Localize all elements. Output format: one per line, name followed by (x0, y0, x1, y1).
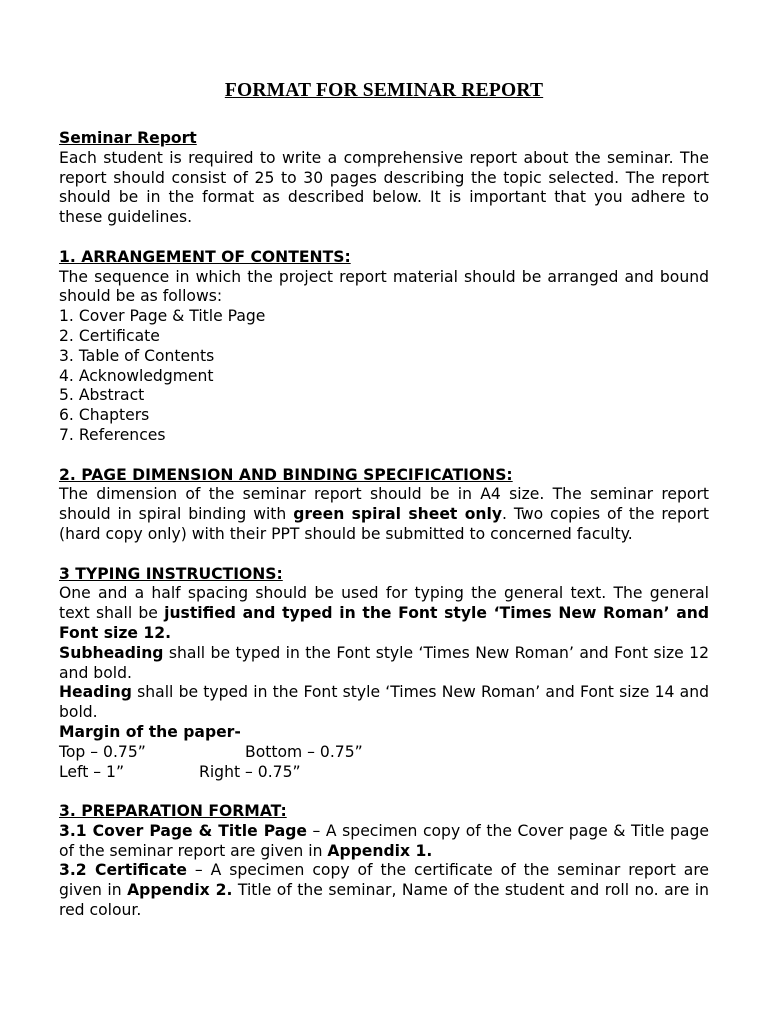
margin-right: Right – 0.75” (199, 762, 301, 781)
seminar-report-body: Each student is required to write a comprehensive report about the seminar. The report should consist of 25 to 30 pages describing the topic selected. The report should be in the format as described below. It is important that you adhere to these guidelines. (59, 148, 709, 227)
section-typing-instructions (59, 565, 709, 783)
typing-heading: 3 TYPING INSTRUCTIONS: (59, 564, 283, 583)
preparation-certificate (59, 861, 709, 920)
typing-subheading-rule (59, 644, 709, 684)
list-item: 5. Abstract (59, 386, 145, 405)
margin-row-left-right (59, 763, 709, 783)
certificate-text-2: Title of the seminar, Name of the student and roll no. are in red colour. (59, 881, 709, 920)
dimension-text-1: The dimension of the seminar report should be in A4 size. The seminar report should in spiral binding with (59, 485, 709, 524)
typing-emphasis: justified and typed in the Font style ‘Times New Roman’ and Font size 12. (59, 604, 709, 642)
heading-label: Heading (59, 683, 132, 702)
dimension-emphasis: green spiral sheet only (293, 505, 503, 524)
certificate-text-1: – A specimen copy of the certificate of the seminar report are given in (59, 861, 709, 900)
dimension-body (59, 485, 709, 544)
margin-label-text: Margin of the paper- (59, 722, 241, 741)
heading-rule-text: shall be typed in the Font style ‘Times New Roman’ and Font size 14 and bold. (59, 683, 709, 722)
typing-heading-rule (59, 683, 709, 723)
subheading-label: Subheading (59, 643, 164, 662)
section-seminar-report (59, 129, 709, 228)
appendix-2-ref: Appendix 2. (127, 881, 233, 900)
dimension-text-2: . Two copies of the report (hard copy only) with their PPT should be submitted to concerned faculty. (59, 505, 709, 543)
cover-page-text: – A specimen copy of the Cover page & Title page of the seminar report are given in (59, 821, 709, 860)
cover-page-label: 3.1 Cover Page & Title Page (59, 821, 307, 840)
arrangement-heading: 1. ARRANGEMENT OF CONTENTS: (59, 247, 351, 266)
typing-general-text (59, 584, 709, 643)
margin-label (59, 723, 709, 743)
section-preparation-format (59, 802, 709, 921)
margin-row-top-bottom (59, 743, 709, 763)
appendix-1-ref: Appendix 1. (327, 841, 433, 860)
document-title: FORMAT FOR SEMINAR REPORT (224, 80, 544, 101)
contents-list (59, 307, 709, 446)
list-item: 1. Cover Page & Title Page (59, 307, 266, 326)
section-arrangement (59, 248, 709, 446)
margin-top: Top – 0.75” (59, 742, 146, 761)
dimension-heading: 2. PAGE DIMENSION AND BINDING SPECIFICATIONS: (59, 465, 513, 484)
section-page-dimension (59, 466, 709, 545)
list-item: 4. Acknowledgment (59, 366, 214, 385)
margin-left: Left – 1” (59, 762, 125, 781)
subheading-rule-text: shall be typed in the Font style ‘Times New Roman’ and Font size 12 and bold. (59, 643, 709, 682)
preparation-cover-page (59, 822, 709, 862)
list-item: 6. Chapters (59, 406, 150, 425)
margin-bottom: Bottom – 0.75” (245, 742, 363, 761)
certificate-label: 3.2 Certificate (59, 861, 187, 880)
spacer (59, 782, 709, 802)
list-item: 3. Table of Contents (59, 346, 215, 365)
typing-text-1: One and a half spacing should be used for typing the general text. The general text shall be (59, 584, 709, 623)
list-item: 7. References (59, 425, 166, 444)
preparation-heading: 3. PREPARATION FORMAT: (59, 802, 287, 821)
spacer (59, 446, 709, 466)
seminar-report-heading: Seminar Report (59, 129, 197, 147)
spacer (59, 228, 709, 248)
list-item: 2. Certificate (59, 326, 160, 345)
arrangement-intro: The sequence in which the project report material should be arranged and bound should be as follows: (59, 267, 709, 306)
spacer (59, 545, 709, 565)
